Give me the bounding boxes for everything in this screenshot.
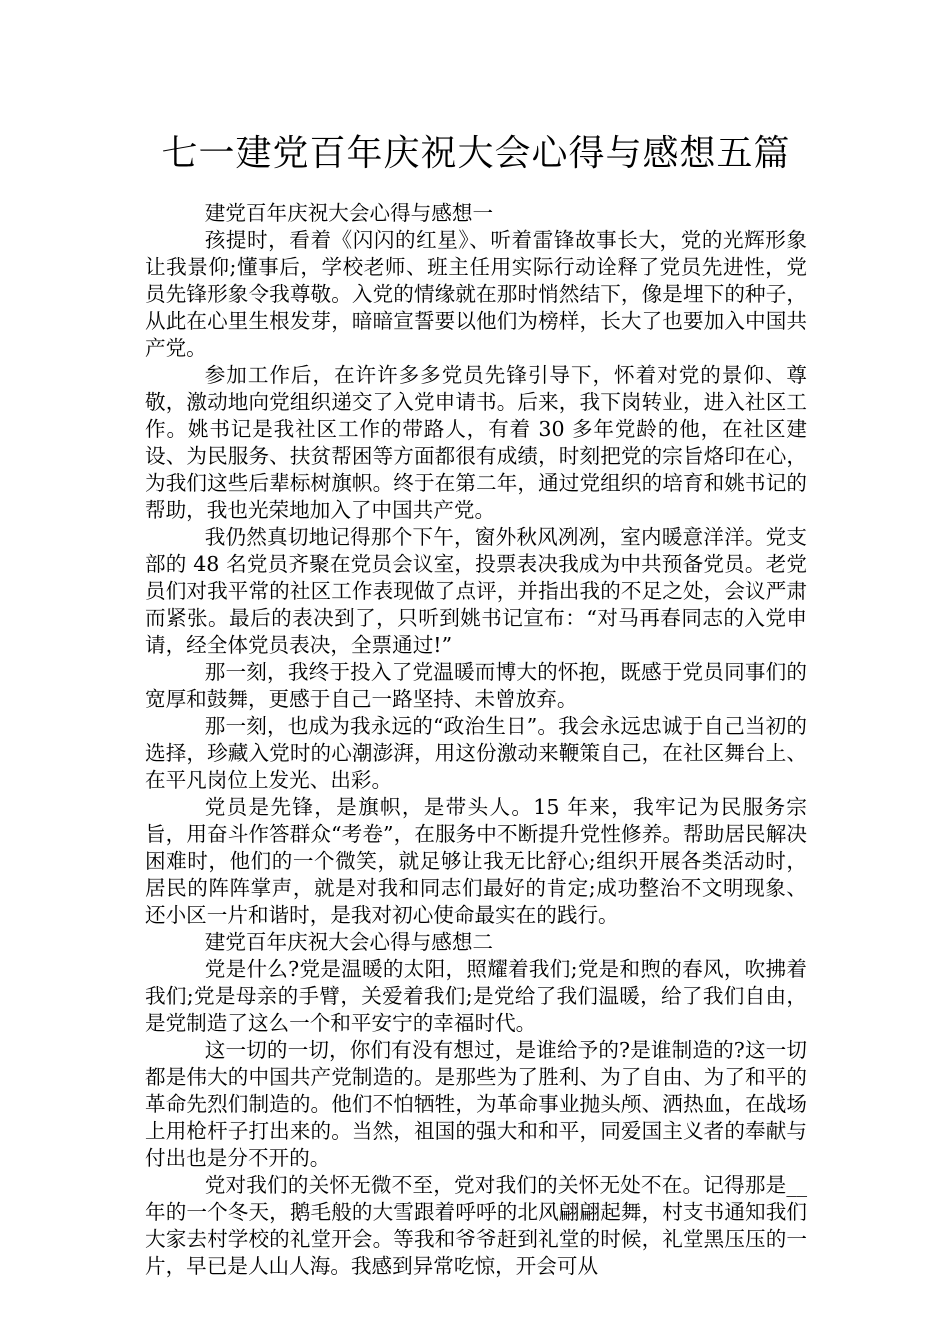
- essay-section-2: [145, 929, 807, 1280]
- paragraph: 那一刻，也成为我永远的“政治生日”。我会永远忠诚于自己当初的选择，珍藏入党时的心潮澎湃，用这份激动来鞭策自己，在社区舞台上、在平凡岗位上发光、出彩。: [145, 714, 807, 792]
- essay-section-1: [145, 200, 807, 929]
- paragraph: 党对我们的关怀无微不至，党对我们的关怀无处不在。记得那是__年的一个冬天，鹅毛般的大雪跟着呼呼的北风翩翩起舞，村支书通知我们大家去村学校的礼堂开会。等我和爷爷赶到礼堂的时候，礼堂黑压压的一片，早已是人山人海。我感到异常吃惊，开会可从: [145, 1173, 807, 1278]
- paragraph: 参加工作后，在许许多多党员先锋引导下，怀着对党的景仰、尊敬，激动地向党组织递交了入党申请书。后来，我下岗转业，进入社区工作。姚书记是我社区工作的带路人，有着 30 多年党龄的他，在社区建设、为民服务、扶贫帮困等方面都很有成绩，时刻把党的宗旨烙印在心，为我们这些后辈标树旗帜。终于在第二年，通过党组织的培育和姚书记的帮助，我也光荣地加入了中国共产党。: [145, 363, 807, 522]
- paragraph: 党员是先锋，是旗帜，是带头人。15 年来，我牢记为民服务宗旨，用奋斗作答群众“考卷”，在服务中不断提升党性修养。帮助居民解决困难时，他们的一个微笑，就足够让我无比舒心;组织开展各类活动时，居民的阵阵掌声，就是对我和同志们最好的肯定;成功整治不文明现象、还小区一片和谐时，是我对初心使命最实在的践行。: [145, 795, 807, 927]
- section-heading: 建党百年庆祝大会心得与感想一: [204, 201, 494, 225]
- paragraph: 那一刻，我终于投入了党温暖而博大的怀抱，既感于党员同事们的宽厚和鼓舞，更感于自己一路坚持、未曾放弃。: [145, 660, 807, 711]
- paragraph: 党是什么?党是温暖的太阳，照耀着我们;党是和煦的春风，吹拂着我们;党是母亲的手臂，关爱着我们;是党给了我们温暖，给了我们自由，是党制造了这么一个和平安宁的幸福时代。: [145, 957, 807, 1035]
- paragraph: 我仍然真切地记得那个下午，窗外秋风冽冽，室内暖意洋洋。党支部的 48 名党员齐聚在党员会议室，投票表决我成为中共预备党员。老党员们对我平常的社区工作表现做了点评，并指出我的不足之处，会议严肃而紧张。最后的表决到了，只听到姚书记宣布：“对马再春同志的入党申请，经全体党员表决，全票通过!”: [145, 525, 807, 657]
- section-heading: 建党百年庆祝大会心得与感想二: [204, 930, 494, 954]
- paragraph: 孩提时，看着《闪闪的红星》、听着雷锋故事长大，党的光辉形象让我景仰;懂事后，学校老师、班主任用实际行动诠释了党员先进性，党员先锋形象令我尊敬。入党的情缘就在那时悄然结下，像是埋下的种子，从此在心里生根发芽，暗暗宣誓要以他们为榜样，长大了也要加入中国共产党。: [145, 228, 807, 360]
- paragraph: 这一切的一切，你们有没有想过，是谁给予的?是谁制造的?这一切都是伟大的中国共产党制造的。是那些为了胜利、为了自由、为了和平的革命先烈们制造的。他们不怕牺牲，为革命事业抛头颅、洒热血，在战场上用枪杆子打出来的。当然，祖国的强大和和平，同爱国主义者的奉献与付出也是分不开的。: [145, 1038, 807, 1170]
- document-body: [145, 200, 807, 1280]
- document-title: 七一建党百年庆祝大会心得与感想五篇: [161, 133, 791, 174]
